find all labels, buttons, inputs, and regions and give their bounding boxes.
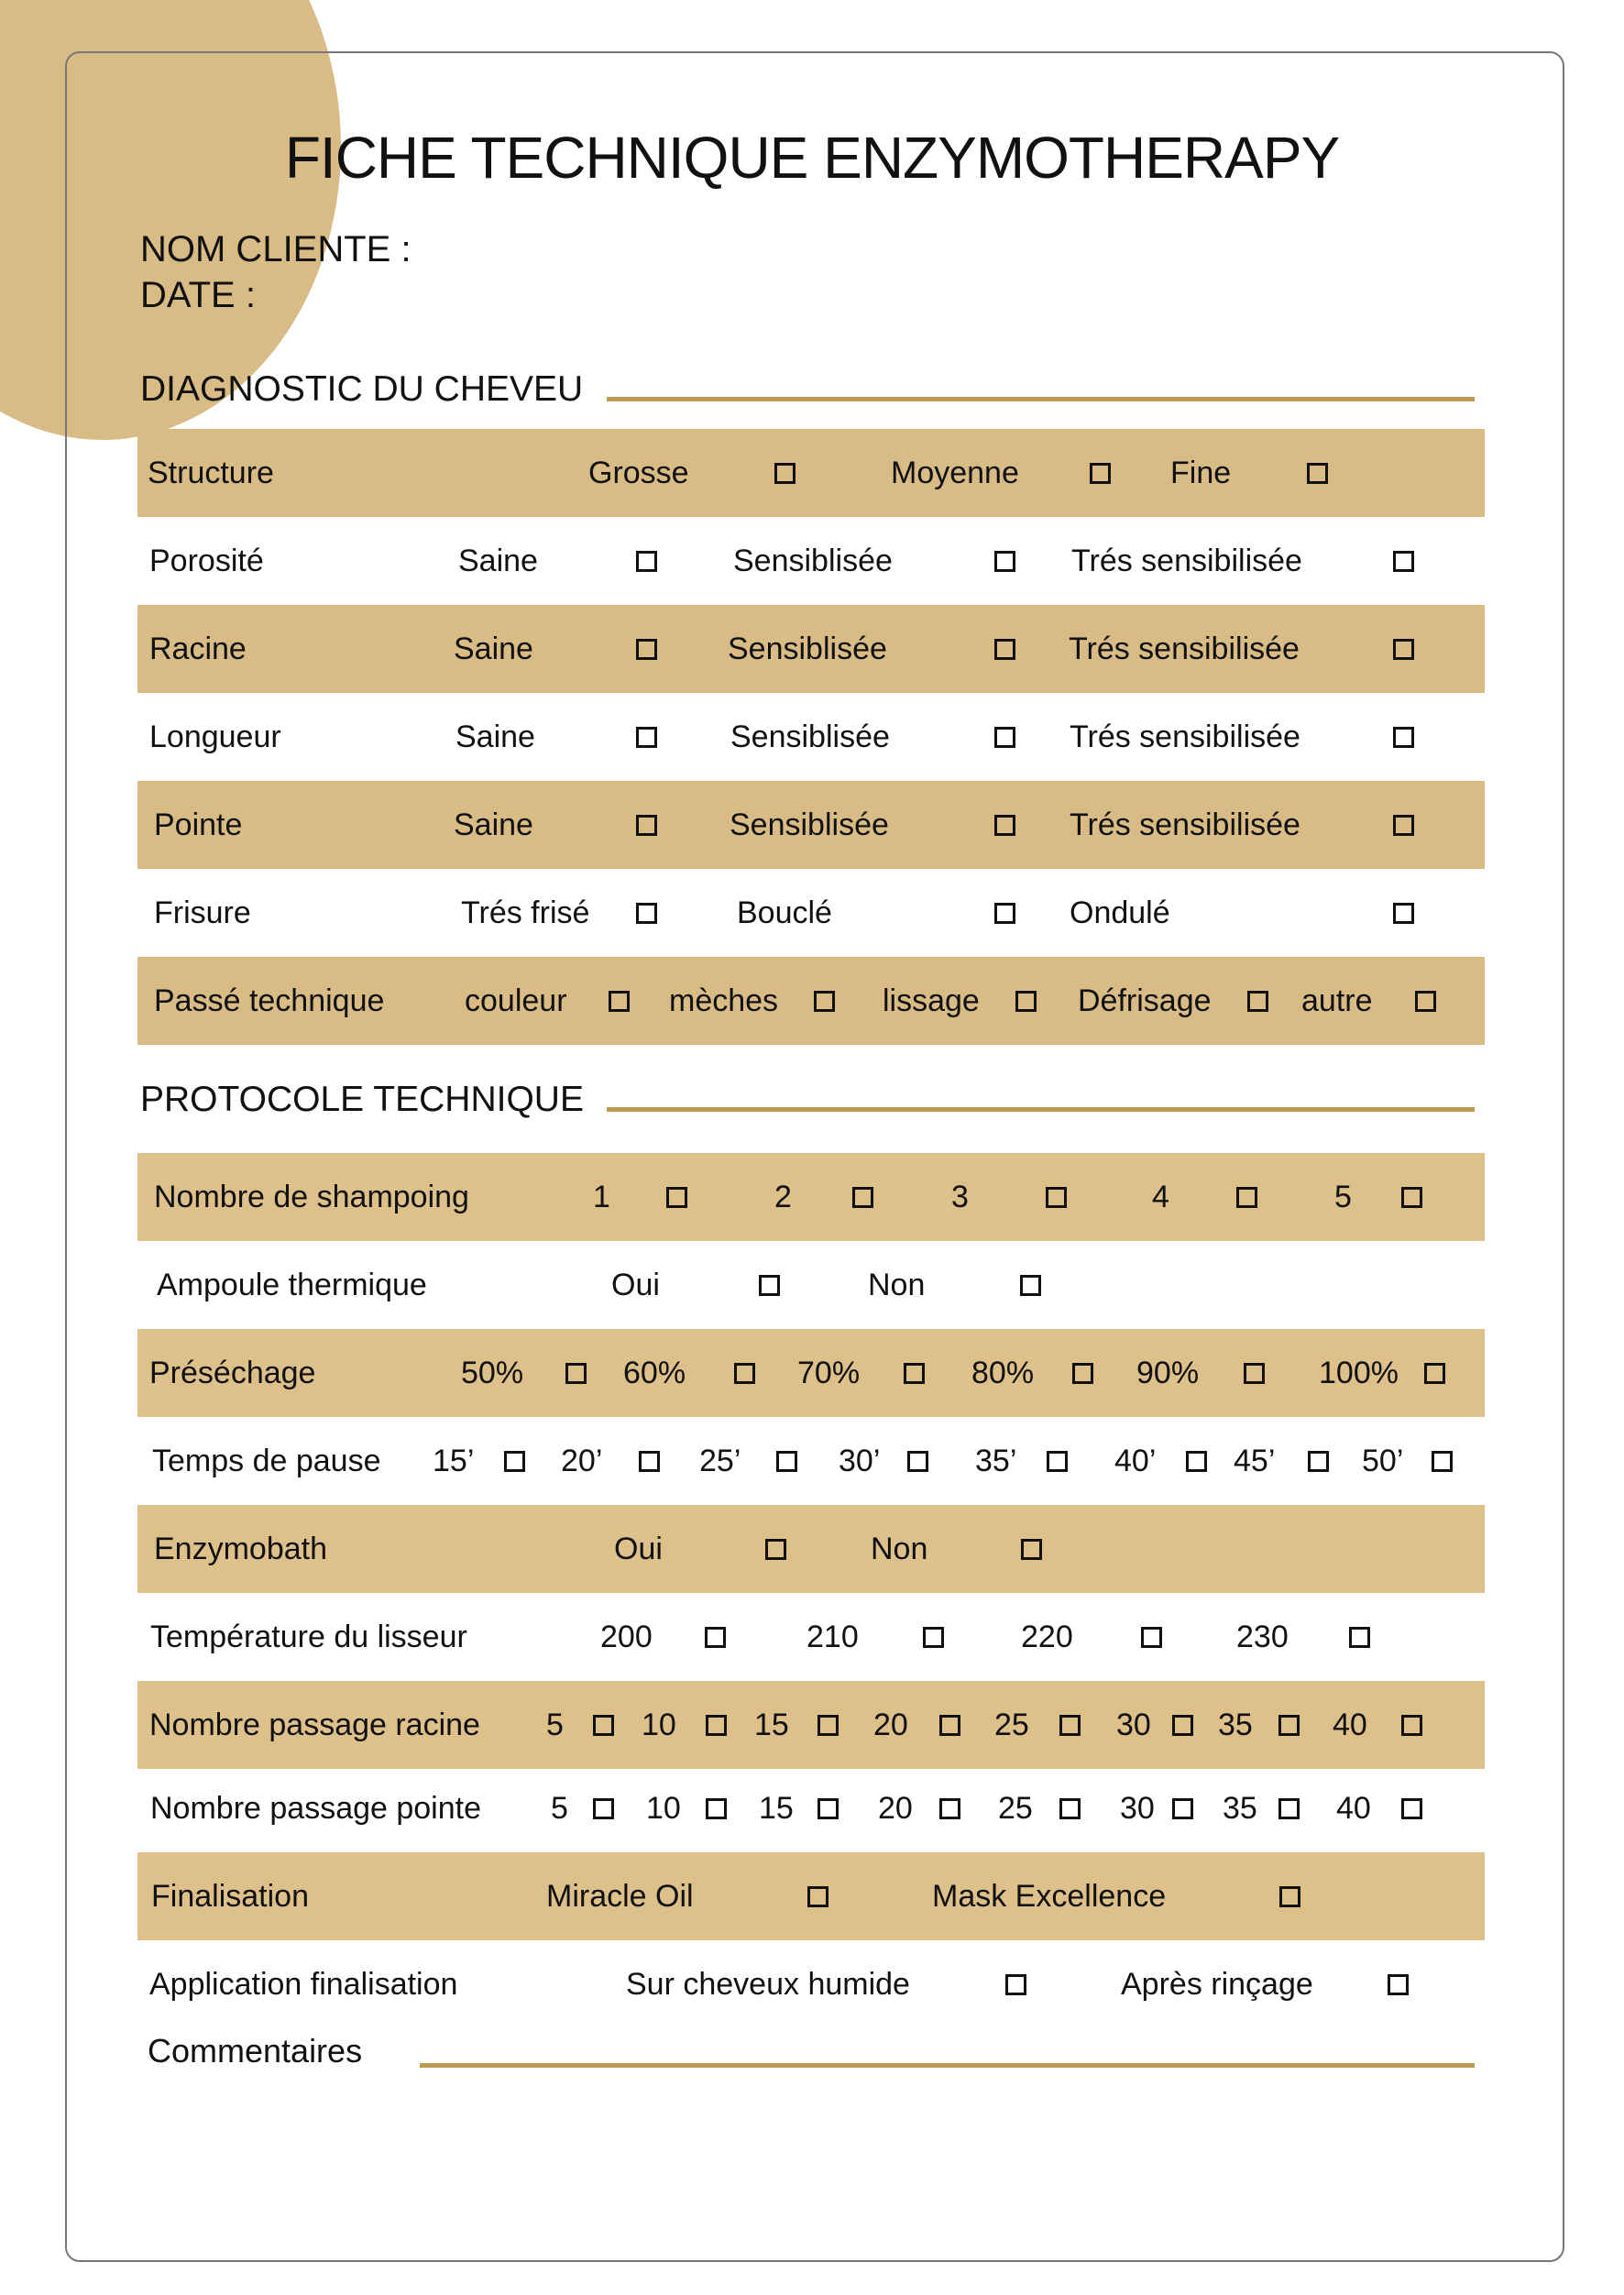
checkbox[interactable] xyxy=(776,1451,797,1472)
option-label: Sensiblisée xyxy=(733,543,893,578)
checkbox[interactable] xyxy=(765,1539,786,1560)
checkbox[interactable] xyxy=(734,1363,755,1384)
checkbox[interactable] xyxy=(1059,1715,1081,1736)
checkbox[interactable] xyxy=(1401,1798,1422,1819)
checkbox[interactable] xyxy=(1424,1363,1445,1384)
checkbox[interactable] xyxy=(814,991,835,1012)
option-label: 1 xyxy=(593,1179,610,1214)
option-label: Sensiblisée xyxy=(730,807,889,842)
option-label: 3 xyxy=(951,1179,969,1214)
checkbox[interactable] xyxy=(1401,1187,1422,1208)
checkbox[interactable] xyxy=(1172,1798,1193,1819)
row-label: Finalisation xyxy=(151,1878,309,1914)
checkbox[interactable] xyxy=(907,1451,928,1472)
option-label: Sensiblisée xyxy=(730,719,890,754)
checkbox[interactable] xyxy=(759,1275,780,1296)
row-label: Pointe xyxy=(154,807,243,842)
row-label: Longueur xyxy=(149,719,281,754)
option-label: 25’ xyxy=(699,1443,741,1478)
row-passage-racine xyxy=(137,1681,1485,1769)
checkbox[interactable] xyxy=(1090,463,1111,484)
option-label: Saine xyxy=(454,631,533,666)
checkbox[interactable] xyxy=(1236,1187,1257,1208)
option-label: 60% xyxy=(623,1355,686,1390)
checkbox[interactable] xyxy=(923,1627,944,1648)
checkbox[interactable] xyxy=(706,1798,727,1819)
checkbox[interactable] xyxy=(565,1363,587,1384)
row-racine xyxy=(137,605,1485,693)
option-label: 40 xyxy=(1336,1790,1371,1826)
option-label: Moyenne xyxy=(891,455,1019,490)
option-label: 25 xyxy=(994,1707,1029,1742)
option-label: Trés sensibilisée xyxy=(1071,543,1302,578)
option-label: 50% xyxy=(461,1355,524,1390)
option-label: 70% xyxy=(797,1355,861,1390)
row-label: Racine xyxy=(149,631,247,666)
checkbox[interactable] xyxy=(1015,991,1037,1012)
checkbox[interactable] xyxy=(774,463,796,484)
row-ampoule-thermique xyxy=(137,1241,1485,1329)
option-label: 90% xyxy=(1136,1355,1200,1390)
option-label: Oui xyxy=(614,1531,663,1566)
option-label: 40’ xyxy=(1114,1443,1157,1478)
option-label: 5 xyxy=(1334,1179,1352,1214)
checkbox[interactable] xyxy=(636,639,657,660)
checkbox[interactable] xyxy=(817,1715,839,1736)
row-label: Préséchage xyxy=(149,1355,316,1390)
row-label: Enzymobath xyxy=(154,1531,327,1566)
checkbox[interactable] xyxy=(1388,1974,1409,1995)
checkbox[interactable] xyxy=(636,727,657,748)
checkbox[interactable] xyxy=(593,1798,614,1819)
protocol-heading: PROTOCOLE TECHNIQUE xyxy=(140,1080,584,1119)
option-label: Oui xyxy=(611,1267,660,1302)
option-label: 50’ xyxy=(1362,1443,1404,1478)
option-label: 20’ xyxy=(561,1443,603,1478)
option-label: mèches xyxy=(669,983,779,1018)
checkbox[interactable] xyxy=(1349,1627,1370,1648)
checkbox[interactable] xyxy=(1308,1451,1329,1472)
checkbox[interactable] xyxy=(1393,639,1414,660)
checkbox[interactable] xyxy=(1307,463,1328,484)
option-label: 10 xyxy=(646,1790,681,1826)
option-label: Bouclé xyxy=(737,895,832,930)
option-label: 200 xyxy=(600,1619,653,1654)
checkbox[interactable] xyxy=(593,1715,614,1736)
option-label: 25 xyxy=(998,1790,1033,1826)
option-label: Trés sensibilisée xyxy=(1069,631,1300,666)
row-label: Temps de pause xyxy=(152,1443,381,1478)
option-label: Miracle Oil xyxy=(546,1878,694,1914)
option-label: 20 xyxy=(873,1707,908,1742)
protocol-rule xyxy=(607,1107,1475,1112)
row-enzymobath xyxy=(137,1505,1485,1593)
option-label: Saine xyxy=(454,807,533,842)
row-presechage xyxy=(137,1329,1485,1417)
option-label: 30’ xyxy=(839,1443,881,1478)
option-label: 5 xyxy=(551,1790,568,1826)
row-passage-pointe xyxy=(137,1764,1485,1852)
row-longueur xyxy=(137,693,1485,781)
diagnostic-heading: DIAGNOSTIC DU CHEVEU xyxy=(140,369,584,409)
option-label: 30 xyxy=(1116,1707,1151,1742)
option-label: 40 xyxy=(1333,1707,1367,1742)
checkbox[interactable] xyxy=(1247,991,1268,1012)
checkbox[interactable] xyxy=(939,1715,960,1736)
row-label: Ampoule thermique xyxy=(157,1267,427,1302)
page-title: FICHE TECHNIQUE ENZYMOTHERAPY xyxy=(284,125,1340,191)
option-label: 2 xyxy=(774,1179,792,1214)
checkbox[interactable] xyxy=(994,551,1015,572)
checkbox[interactable] xyxy=(1415,991,1436,1012)
checkbox[interactable] xyxy=(706,1715,727,1736)
checkbox[interactable] xyxy=(807,1886,828,1907)
checkbox[interactable] xyxy=(705,1627,726,1648)
row-label: Température du lisseur xyxy=(150,1619,467,1654)
checkbox[interactable] xyxy=(852,1187,873,1208)
row-structure xyxy=(137,429,1485,517)
option-label: 15 xyxy=(754,1707,789,1742)
checkbox[interactable] xyxy=(1005,1974,1026,1995)
option-label: 45’ xyxy=(1234,1443,1276,1478)
row-pointe xyxy=(137,781,1485,869)
option-label: Sensiblisée xyxy=(728,631,887,666)
comments-label: Commentaires xyxy=(148,2032,363,2070)
option-label: lissage xyxy=(883,983,980,1018)
option-label: 210 xyxy=(807,1619,859,1654)
checkbox[interactable] xyxy=(1047,1451,1068,1472)
option-label: 15’ xyxy=(433,1443,475,1478)
option-label: Trés sensibilisée xyxy=(1070,807,1300,842)
option-label: 230 xyxy=(1236,1619,1289,1654)
checkbox[interactable] xyxy=(636,551,657,572)
option-label: 20 xyxy=(878,1790,913,1826)
checkbox[interactable] xyxy=(636,815,657,836)
date-label: DATE : xyxy=(140,275,256,315)
checkbox[interactable] xyxy=(1393,727,1414,748)
checkbox[interactable] xyxy=(939,1798,960,1819)
checkbox[interactable] xyxy=(1393,903,1414,924)
checkbox[interactable] xyxy=(1141,1627,1162,1648)
row-temps-de-pause xyxy=(137,1417,1485,1505)
option-label: 5 xyxy=(546,1707,564,1742)
client-name-label: NOM CLIENTE : xyxy=(140,229,411,269)
checkbox[interactable] xyxy=(1393,815,1414,836)
checkbox[interactable] xyxy=(1046,1187,1067,1208)
option-label: 10 xyxy=(642,1707,676,1742)
checkbox[interactable] xyxy=(817,1798,839,1819)
row-temperature-lisseur xyxy=(137,1593,1485,1681)
checkbox[interactable] xyxy=(1393,551,1414,572)
row-label: Frisure xyxy=(154,895,251,930)
option-label: Grosse xyxy=(588,455,689,490)
option-label: Fine xyxy=(1170,455,1232,490)
row-nombre-shampoing xyxy=(137,1153,1485,1241)
row-label: Structure xyxy=(148,455,274,490)
checkbox[interactable] xyxy=(609,991,630,1012)
option-label: Non xyxy=(871,1531,928,1566)
option-label: 80% xyxy=(971,1355,1035,1390)
option-label: Mask Excellence xyxy=(932,1878,1167,1914)
checkbox[interactable] xyxy=(666,1187,687,1208)
checkbox[interactable] xyxy=(1021,1539,1042,1560)
row-label: Nombre de shampoing xyxy=(154,1179,469,1214)
checkbox[interactable] xyxy=(639,1451,660,1472)
checkbox[interactable] xyxy=(1432,1451,1453,1472)
option-label: Saine xyxy=(455,719,535,754)
checkbox[interactable] xyxy=(1401,1715,1422,1736)
row-label: Passé technique xyxy=(154,983,385,1018)
option-label: Trés sensibilisée xyxy=(1070,719,1300,754)
option-label: Saine xyxy=(458,543,538,578)
option-label: Trés frisé xyxy=(461,895,590,930)
option-label: 35 xyxy=(1223,1790,1257,1826)
checkbox[interactable] xyxy=(1278,1715,1300,1736)
option-label: couleur xyxy=(465,983,567,1018)
diagnostic-rule xyxy=(607,397,1475,401)
option-label: 35 xyxy=(1218,1707,1253,1742)
row-passe-technique xyxy=(137,957,1485,1045)
checkbox[interactable] xyxy=(1278,1798,1300,1819)
option-label: Après rinçage xyxy=(1121,1966,1313,2002)
checkbox[interactable] xyxy=(1186,1451,1207,1472)
checkbox[interactable] xyxy=(1020,1275,1041,1296)
option-label: 220 xyxy=(1021,1619,1073,1654)
option-label: Ondulé xyxy=(1070,895,1170,930)
checkbox[interactable] xyxy=(636,903,657,924)
option-label: Défrisage xyxy=(1078,983,1212,1018)
option-label: 15 xyxy=(759,1790,794,1826)
option-label: 30 xyxy=(1120,1790,1155,1826)
row-frisure xyxy=(137,869,1485,957)
checkbox[interactable] xyxy=(1072,1363,1093,1384)
checkbox[interactable] xyxy=(1244,1363,1265,1384)
checkbox[interactable] xyxy=(504,1451,525,1472)
option-label: 100% xyxy=(1319,1355,1399,1390)
option-label: Non xyxy=(868,1267,926,1302)
row-label: Porosité xyxy=(149,543,264,578)
row-label: Application finalisation xyxy=(149,1966,458,2002)
checkbox[interactable] xyxy=(1059,1798,1081,1819)
checkbox[interactable] xyxy=(994,639,1015,660)
row-porosite xyxy=(137,517,1485,605)
option-label: 35’ xyxy=(975,1443,1017,1478)
row-label: Nombre passage racine xyxy=(149,1707,480,1742)
checkbox[interactable] xyxy=(994,727,1015,748)
checkbox[interactable] xyxy=(994,815,1015,836)
row-application-finalisation xyxy=(137,1940,1485,2028)
option-label: Sur cheveux humide xyxy=(626,1966,910,2002)
row-finalisation xyxy=(137,1852,1485,1940)
option-label: 4 xyxy=(1152,1179,1169,1214)
row-label: Nombre passage pointe xyxy=(150,1790,482,1826)
checkbox[interactable] xyxy=(994,903,1015,924)
comments-line xyxy=(420,2063,1475,2068)
checkbox[interactable] xyxy=(1279,1886,1300,1907)
checkbox[interactable] xyxy=(904,1363,925,1384)
checkbox[interactable] xyxy=(1172,1715,1193,1736)
option-label: autre xyxy=(1301,983,1373,1018)
